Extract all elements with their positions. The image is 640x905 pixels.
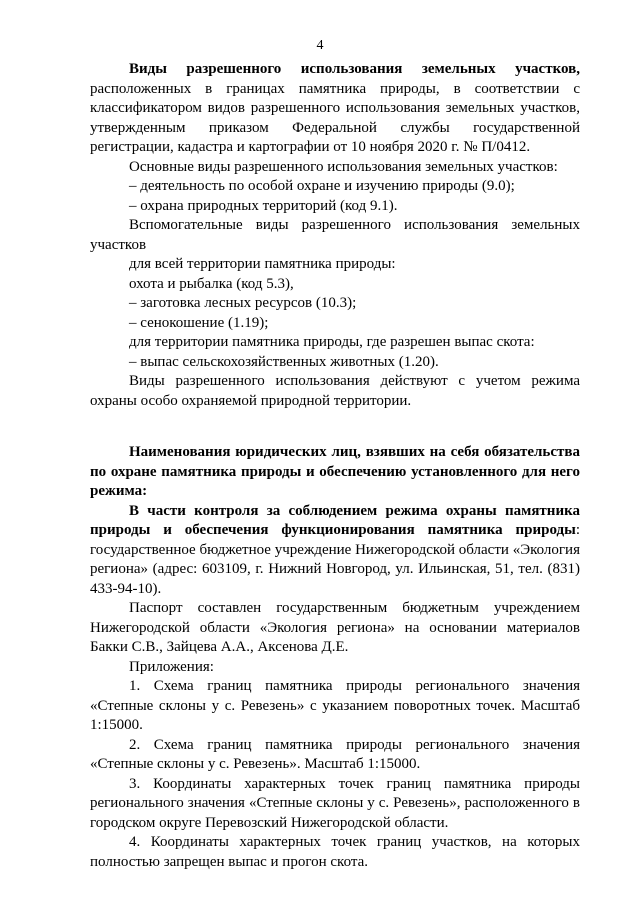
document-body	[90, 60, 580, 872]
attachments-label: Приложения:	[129, 658, 214, 675]
legal-entities-heading-paragraph	[90, 443, 580, 502]
passport-paragraph: Паспорт составлен государственным бюджетным учреждением Нижегородской области «Экология региона» на основании материалов Бакки С.В., Зайцева А.А., Аксенова Д.Е.	[90, 600, 580, 655]
section-gap	[90, 411, 580, 443]
control-text: : государственное бюджетное учреждение Нижегородской области «Экология региона» (адрес: 603109, г. Нижний Новгород, ул. Ильинская, 51, тел. (831) 433-94-10).	[90, 522, 580, 597]
aux-uses-intro: Вспомогательные виды разрешенного использования земельных участков	[90, 217, 580, 253]
control-paragraph	[90, 502, 580, 600]
whole-territory-label: для всей территории памятника природы:	[129, 256, 396, 272]
main-uses-intro: Основные виды разрешенного использования земельных участков:	[129, 158, 558, 175]
attachment-item: 4. Координаты характерных точек границ участков, на которых полностью запрещен выпас и прогон скота.	[90, 834, 580, 870]
main-use-item: – охрана природных территорий (код 9.1).	[129, 197, 398, 214]
land-use-closing: Виды разрешенного использования действуют с учетом режима охраны особо охраняемой природной территории.	[90, 373, 580, 409]
attachment-item: 1. Схема границ памятника природы регионального значения «Степные склоны у с. Ревезень» с указанием поворотных точек. Масштаб 1:15000.	[90, 678, 580, 733]
land-use-heading-text: расположенных в границах памятника природы, в соответствии с классификатором видов разрешенного использования земельных участков, утвержденным приказом Федеральной службы государственной регистрации, кадастра и картографии от 10 ноября 2020 г. № П/0412.	[90, 80, 580, 155]
attachment-item: 2. Схема границ памятника природы регионального значения «Степные склоны у с. Ревезень». Масштаб 1:15000.	[90, 736, 580, 772]
aux-use-item: – заготовка лесных ресурсов (10.3);	[129, 295, 357, 311]
grazing-use-item: – выпас сельскохозяйственных животных (1.20).	[129, 353, 439, 370]
land-use-heading: Виды разрешенного использования земельных участков,	[129, 61, 580, 77]
aux-use-item: охота и рыбалка (код 5.3),	[129, 275, 294, 292]
main-use-item: – деятельность по особой охране и изучению природы (9.0);	[129, 178, 515, 194]
legal-entities-heading: Наименования юридических лиц, взявших на себя обязательства по охране памятника природы и обеспечению установленного для него режима:	[90, 444, 580, 499]
land-use-heading-paragraph	[90, 60, 580, 158]
page-number: 4	[316, 38, 324, 53]
aux-use-item: – сенокошение (1.19);	[129, 314, 269, 331]
grazing-territory-label: для территории памятника природы, где разрешен выпас скота:	[129, 334, 535, 350]
control-heading: В части контроля за соблюдением режима охраны памятника природы и обеспечения функционирования памятника природы	[90, 502, 580, 538]
attachment-item: 3. Координаты характерных точек границ памятника природы регионального значения «Степные склоны у с. Ревезень», расположенного в городском округе Перевозский Нижегородской области.	[90, 775, 580, 831]
